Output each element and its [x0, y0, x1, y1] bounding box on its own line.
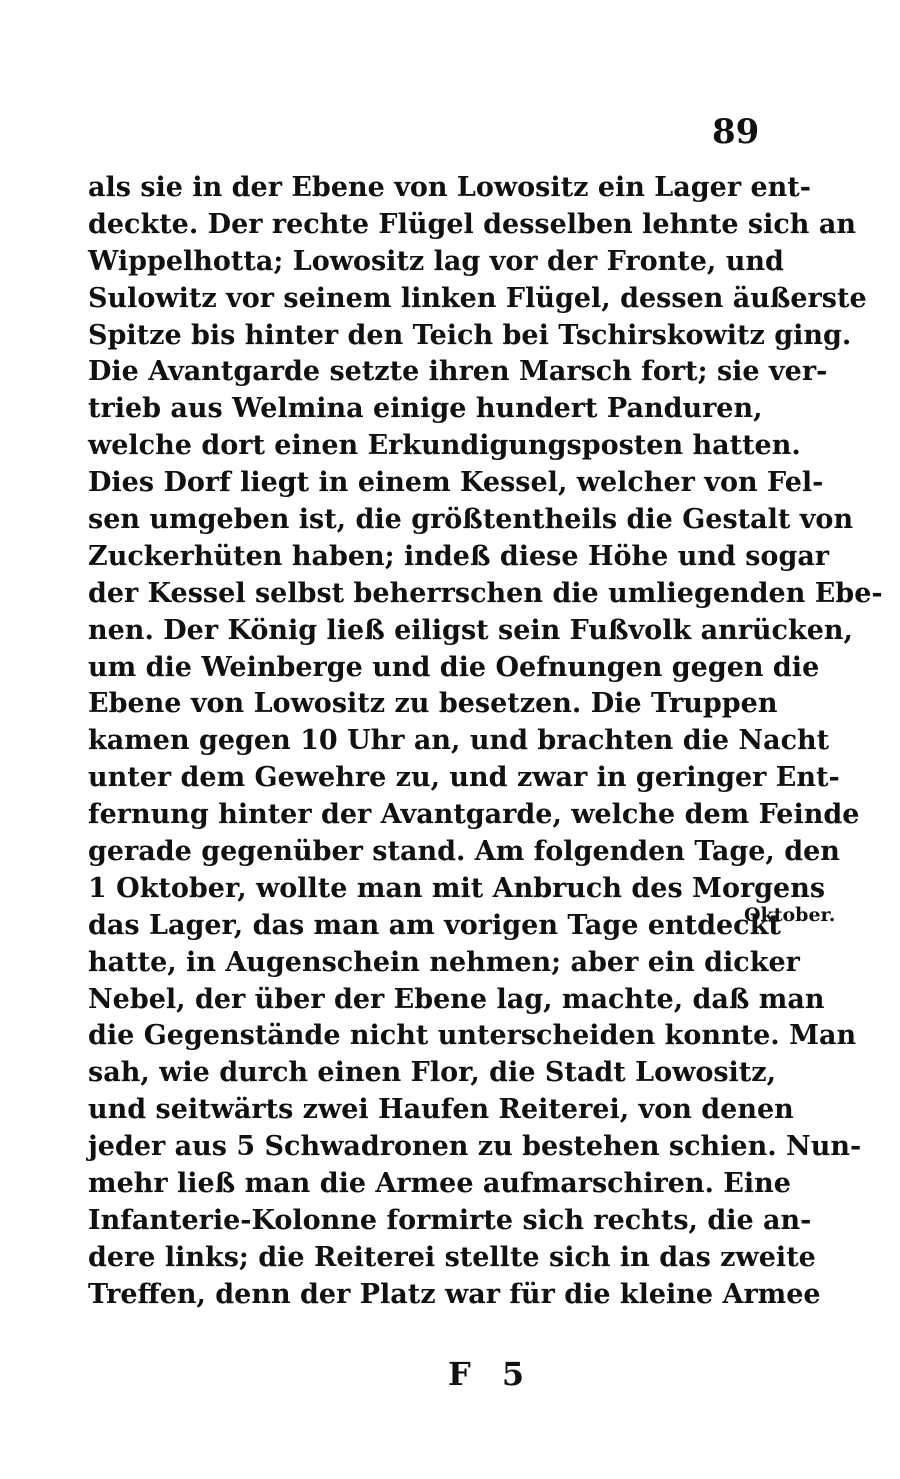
text-line: sen umgeben ist, die größtentheils die Gestalt von [88, 504, 854, 536]
text-line: Infanterie-Kolonne formirte sich rechts, die an- [88, 1204, 812, 1236]
text-line: mehr ließ man die Armee aufmarschiren. Eine [88, 1168, 791, 1200]
text-line: nen. Der König ließ eiligst sein Fußvolk anrücken, [88, 614, 853, 646]
text-line: der Kessel selbst beherrschen die umliegenden Ebe- [88, 577, 883, 609]
text-line: Nebel, der über der Ebene lag, machte, daß man [88, 983, 825, 1015]
text-line: sah, wie durch einen Flor, die Stadt Lowositz, [88, 1057, 777, 1089]
body-text [88, 170, 883, 1314]
text-line: 1 Oktober, wollte man mit Anbruch des Morgens [88, 872, 826, 904]
text-line: dere links; die Reiterei stellte sich in das zweite [88, 1241, 816, 1273]
text-line: welche dort einen Erkundigungsposten hatten. [88, 430, 801, 462]
text-line: gerade gegenüber stand. Am folgenden Tage, den [88, 836, 840, 868]
text-line: deckte. Der rechte Flügel desselben lehnte sich an [88, 208, 856, 240]
text-line: Treffen, denn der Platz war für die kleine Armee [88, 1278, 821, 1310]
text-line: das Lager, das man am vorigen Tage entdeckt [88, 909, 781, 941]
text-line: und seitwärts zwei Haufen Reiterei, von denen [88, 1094, 794, 1126]
text-line: jeder aus 5 Schwadronen zu bestehen schien. Nun- [88, 1131, 862, 1163]
text-line: Die Avantgarde setzte ihren Marsch fort; sie ver- [88, 356, 828, 388]
text-line: Sulowitz vor seinem linken Flügel, dessen äußerste [88, 282, 867, 314]
text-line: Spitze bis hinter den Teich bei Tschirskowitz ging. [88, 319, 852, 351]
text-line: Wippelhotta; Lowositz lag vor der Fronte, und [88, 245, 784, 277]
text-line: kamen gegen 10 Uhr an, und brachten die Nacht [88, 725, 830, 757]
text-line: Dies Dorf liegt in einem Kessel, welcher von Fel- [88, 467, 824, 499]
text-line: um die Weinberge und die Oefnungen gegen die [88, 651, 820, 683]
page-number: 89 [712, 112, 760, 152]
text-line: hatte, in Augenschein nehmen; aber ein dicker [88, 946, 800, 978]
signature-mark: F 5 [448, 1355, 535, 1393]
text-line: trieb aus Welmina einige hundert Panduren, [88, 393, 763, 425]
text-line: Ebene von Lowositz zu besetzen. Die Truppen [88, 688, 778, 720]
text-line: fernung hinter der Avantgarde, welche dem Feinde [88, 799, 860, 831]
text-line: unter dem Gewehre zu, und zwar in geringer Ent- [88, 762, 840, 794]
margin-note: Oktober. [744, 904, 836, 926]
text-line: die Gegenstände nicht unterscheiden konnte. Man [88, 1020, 857, 1052]
text-line: Zuckerhüten haben; indeß diese Höhe und sogar [88, 540, 830, 572]
text-line: als sie in der Ebene von Lowositz ein Lager ent- [88, 172, 811, 203]
